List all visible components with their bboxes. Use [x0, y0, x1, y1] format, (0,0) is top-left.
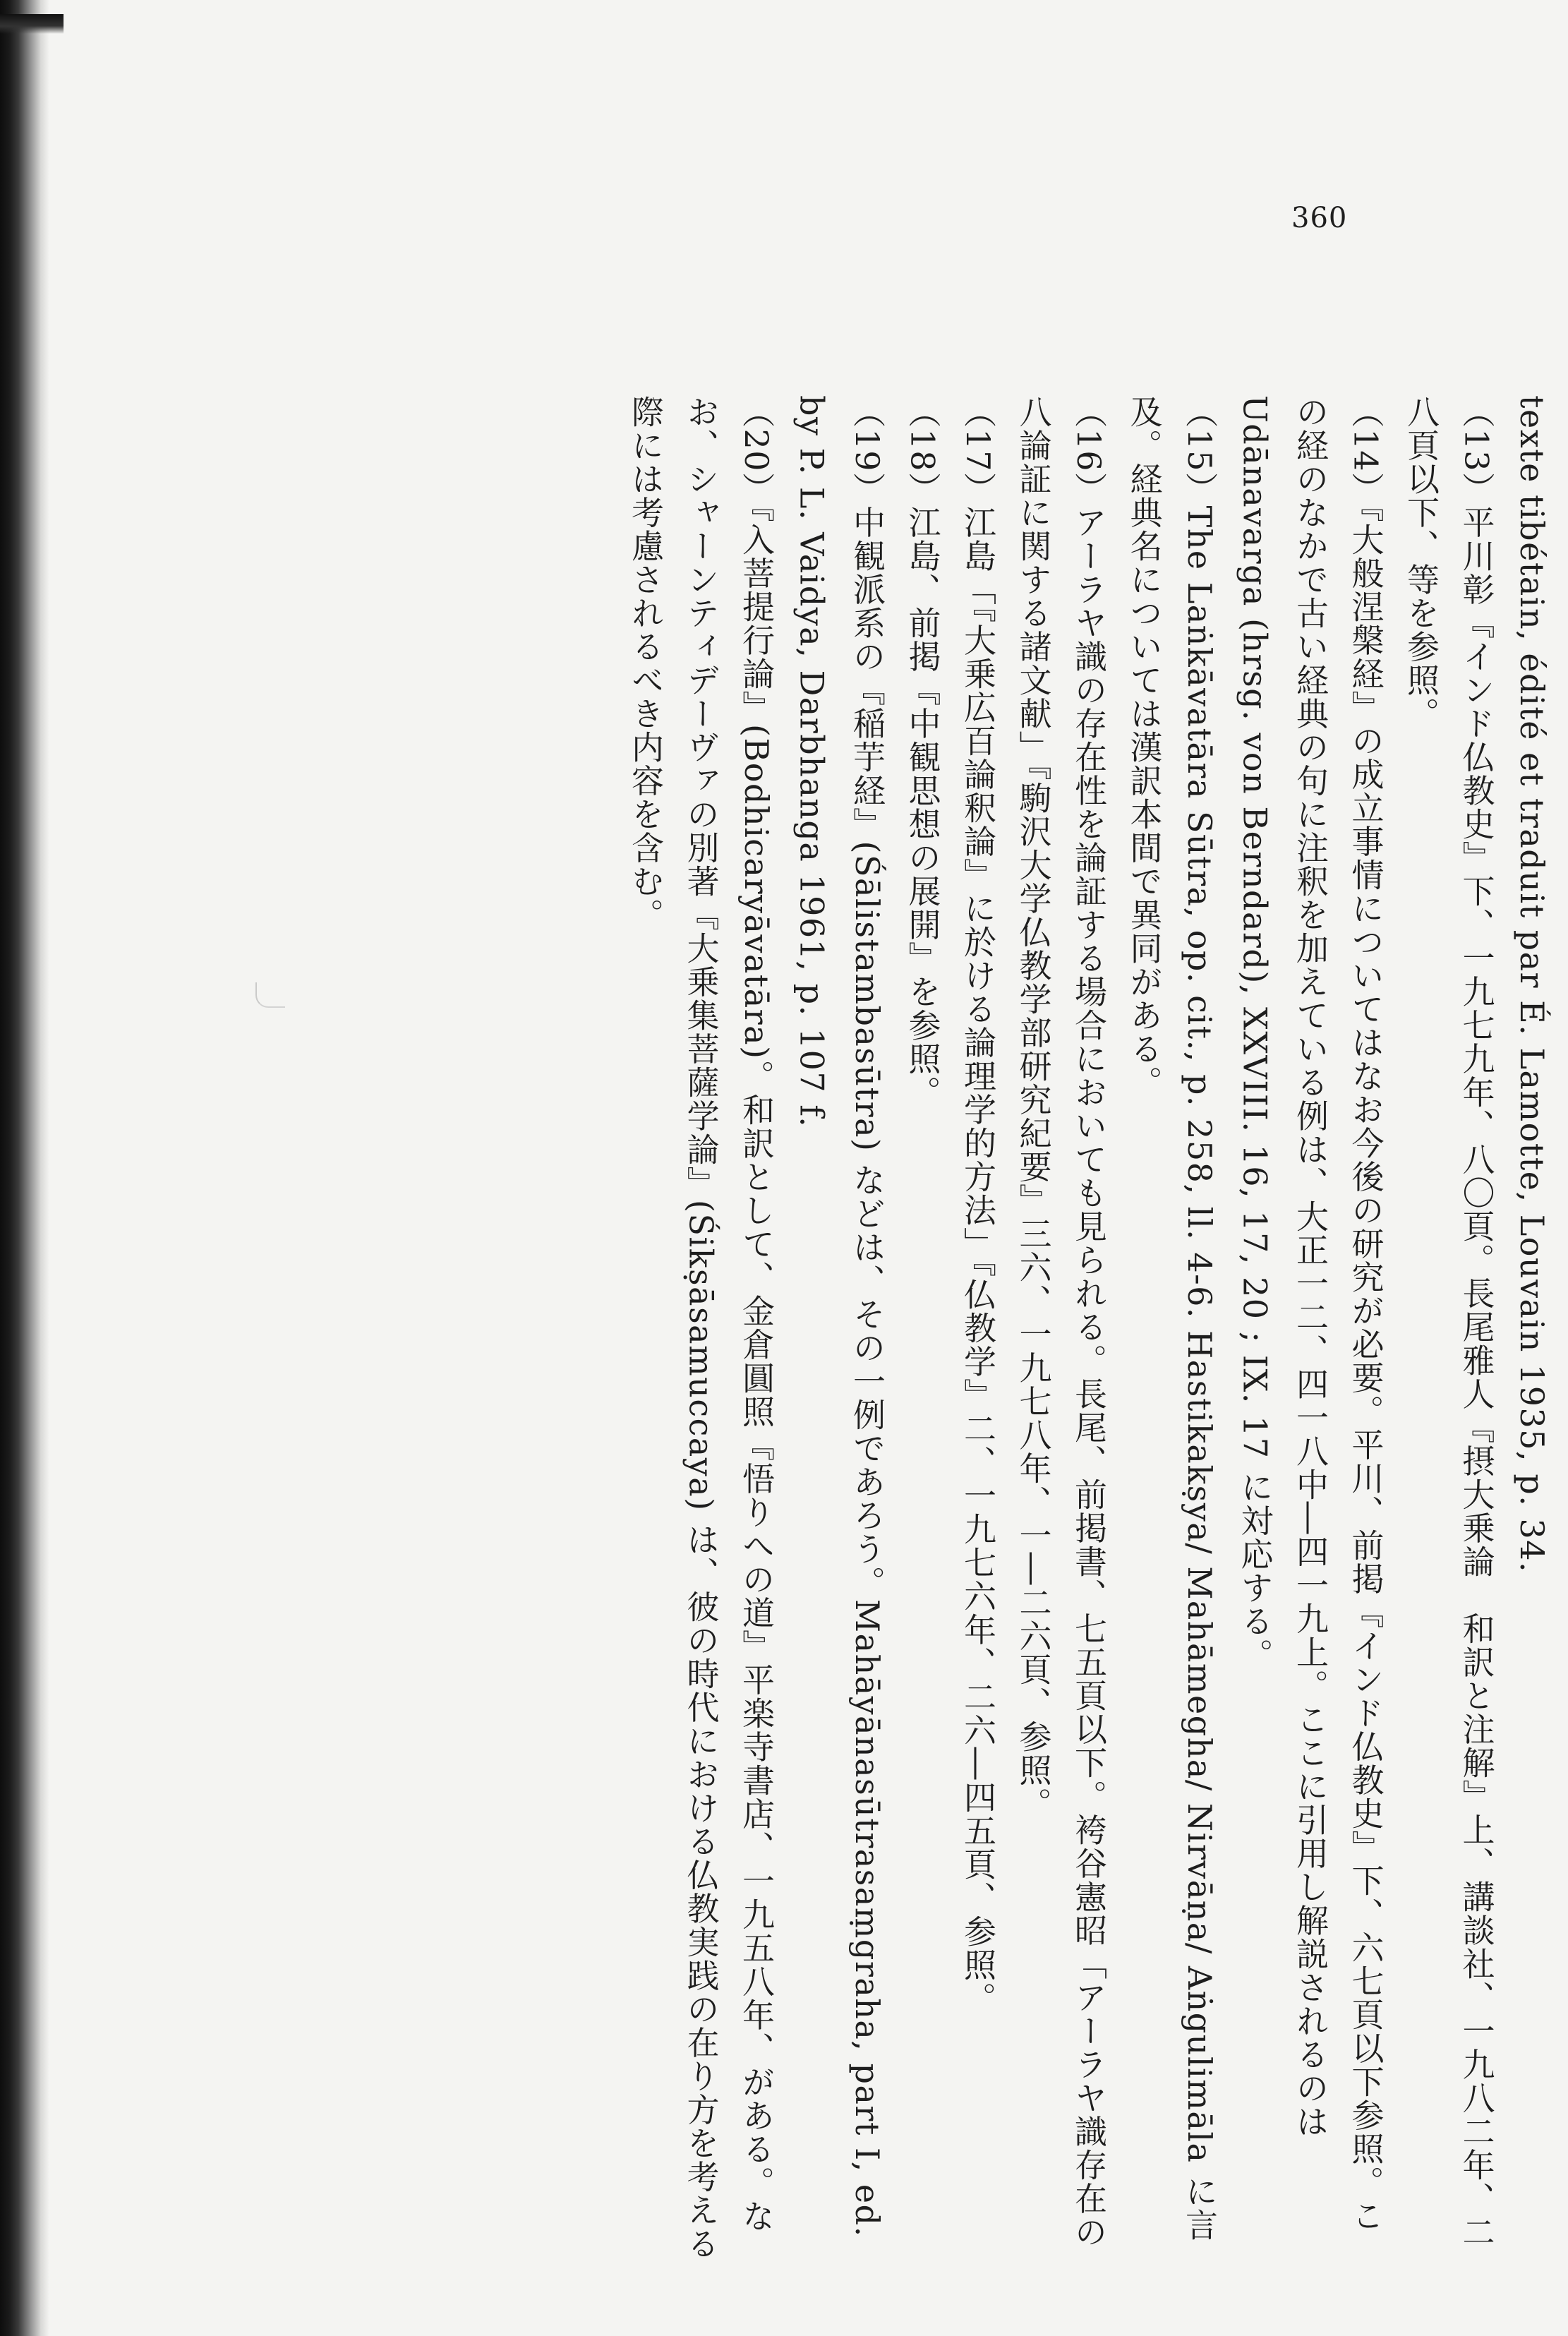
pencil-mark [255, 982, 285, 1008]
note-number: （19） [848, 395, 886, 506]
note-20 [618, 395, 785, 2265]
note-continuation [1504, 395, 1560, 2265]
note-13 [1394, 395, 1504, 2265]
note-text: アーラヤ識の存在性を論証する場合においても見られる。長尾、前掲書、七五頁以下。袴谷憲昭「アーラヤ識存在の八論証に関する諸文献」『駒沢大学仏教学部研究紀要』三六、一九七八年、一―二六頁、参照。 [1014, 395, 1108, 2249]
note-number: （15） [1181, 395, 1219, 506]
note-number: （20） [737, 395, 776, 506]
note-number: （17） [959, 395, 997, 506]
note-text: texte tibétain, édité et traduit par É. Lamotte, Louvain 1935, p. 34. [1513, 395, 1551, 1574]
note-text: 江島「『大乗広百論釈論』に於ける論理学的方法」『仏教学』二、一九七六年、二六―四五頁、参照。 [959, 505, 997, 2016]
note-15 [1116, 395, 1227, 2265]
note-18 [895, 395, 951, 2265]
endnotes-block [515, 395, 1560, 2265]
note-text: 『入菩提行論』(Bodhicaryāvatāra)。和訳として、金倉圓照『悟りへの道』平楽寺書店、一九五八年、がある。なお、シャーンティデーヴァの別著『大乗集菩薩学論』(Śikṣāsamuccaya) は、彼の時代における仏教実践の在り方を考える際には考慮されるべき内容を含む。 [627, 395, 776, 2260]
note-14 [1227, 395, 1394, 2265]
page-number: 360 [1291, 202, 1348, 234]
note-19 [784, 395, 895, 2265]
note-16 [1006, 395, 1116, 2265]
note-text: The Laṅkāvatāra Sūtra, op. cit., p. 258, ll. 4-6. Hastikakṣya/ Mahāmegha/ Nirvāṇa/ Aṅgulimāla に言及。経典名については漢訳本間で異同がある。 [1125, 395, 1219, 2242]
note-text: 中観派系の『稲芋経』(Śālistambasūtra) などは、その一例であろう。Mahāyānasūtrasaṃgraha, part I, ed. by P. L. Vaidya, Darbhanga 1961, p. 107 f. [792, 395, 886, 2238]
page-binding-shadow [0, 0, 49, 2336]
note-17 [951, 395, 1006, 2265]
binding-edge-mark [0, 14, 64, 34]
note-text: 『大般涅槃経』の成立事情についてはなお今後の研究が必要。平川、前掲『インド仏教史』下、六七頁以下参照。この経のなかで古い経典の句に注釈を加えている例は、大正一二、四一八中―四一九上。ここに引用し解説されるのは Udānavarga (hrsg. von Berndard), XXVIII. 16, 17, 20 ; IX. 17 に対応する。 [1236, 395, 1385, 2233]
note-number: （14） [1346, 395, 1385, 506]
note-text: 平川彰『インド仏教史』下、一九七九年、八〇頁。長尾雅人『摂大乗論 和訳と注解』上、講談社、一九八二年、二八頁以下、等を参照。 [1402, 395, 1496, 2249]
note-number: （13） [1457, 395, 1496, 506]
note-text: 江島、前掲『中観思想の展開』を参照。 [903, 505, 942, 1109]
note-number: （18） [903, 395, 942, 506]
note-number: （16） [1070, 395, 1108, 506]
